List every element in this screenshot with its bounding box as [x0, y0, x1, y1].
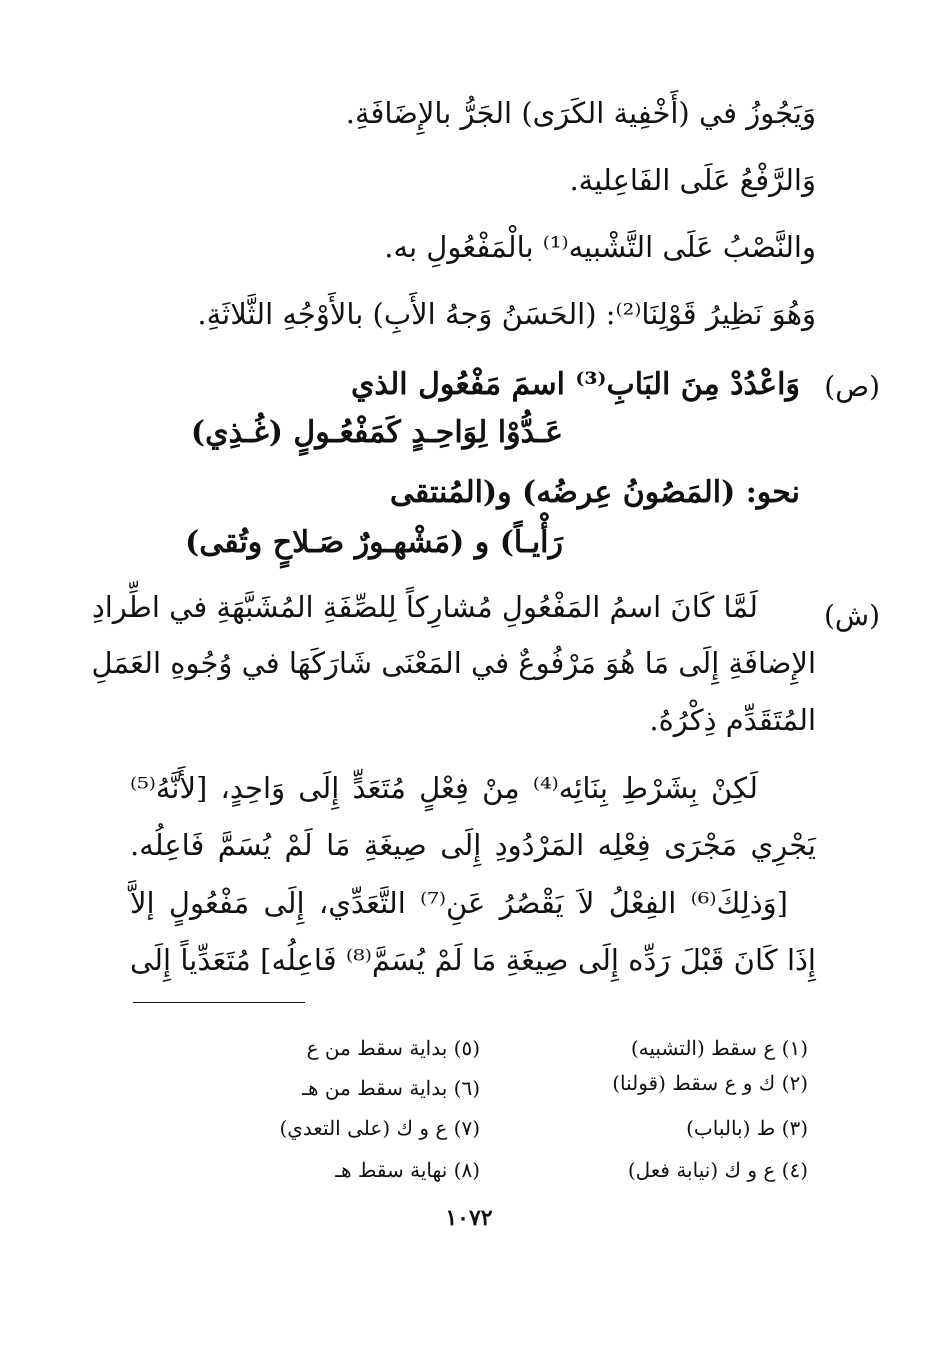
- commentary-line: المُتَقَدِّم ذِكْرُهُ.: [649, 703, 816, 737]
- footnote: (١) ع سقط (التشبيه): [630, 1036, 808, 1060]
- footnote: (٦) بداية سقط من هـ: [302, 1076, 480, 1100]
- commentary-line: لَكِنْ بِشَرْطِ بِنَائِه⁽⁴⁾ مِنْ فِعْلٍ مُتَعَدٍّ إِلَى وَاحِدٍ، [لأَنَّهُ⁽⁵⁾: [130, 771, 758, 805]
- poem-line: نحو: (المَصُونُ عِرضُه) و(المُنتقى: [389, 475, 800, 510]
- footnote: (٣) ط (بالباب): [686, 1116, 808, 1140]
- commentary-line: إِذَا كَانَ قَبْلَ رَدِّه إِلَى صِيغَةِ مَا لَمْ يُسَمَّ⁽⁸⁾ فَاعِلُه] مُتَعَدِّياً إِلَى: [130, 943, 816, 977]
- text-line: والنَّصْبُ عَلَى التَّشْبيه⁽¹⁾ بالْمَفْعُولِ به.: [384, 230, 816, 264]
- commentary-line: لَمَّا كَانَ اسمُ المَفْعُولِ مُشارِكاً لِلصِّفَةِ المُشَبَّهَةِ في اطِّرادِ: [91, 590, 758, 624]
- footnote: (٧) ع و ك (على التعدي): [279, 1116, 480, 1140]
- poem-line: وَاعْدُدْ مِنَ البَابِ⁽³⁾ اسمَ مَفْعُول الذي: [350, 367, 800, 402]
- text-line: وَيَجُوزُ في (أَخْفِية الكَرَى) الجَرُّ بالإِضَافَةِ.: [345, 96, 816, 130]
- footnote: (٨) نهاية سقط هـ: [335, 1158, 480, 1182]
- poem-line: عَـدُّوْا لِوَاحِـدٍ كَمَفْعُـولٍ (غُـذِي): [190, 415, 563, 450]
- poem-line: رَأْيـاً) و (مَشْهـورٌ صَـلاحٍ وتُقى): [185, 525, 563, 560]
- commentary-line: الإِضافَةِ إِلَى مَا هُوَ مَرْفُوعٌ في المَعْنَى شَارَكَهَا في وُجُوهِ العَمَلِ: [91, 646, 816, 680]
- text-line: وَالرَّفْعُ عَلَى الفَاعِلية.: [569, 163, 816, 197]
- commentary-line: يَجْرِي مَجْرَى فِعْلِه المَرْدُودِ إِلَى صِيغَةِ مَا لَمْ يُسَمَّ فَاعِلُه.: [130, 828, 816, 862]
- commentary-marker: (ش): [823, 599, 880, 632]
- poem-marker: (ص): [824, 370, 880, 403]
- footnote-divider: [133, 1002, 305, 1003]
- text-line: وَهُوَ نَظِيرُ قَوْلِنَا⁽²⁾: (الحَسَنُ وَجهُ الأَبِ) بالأَوْجُهِ الثَّلاثَةِ.: [197, 297, 816, 331]
- footnote: (٤) ع و ك (نيابة فعل): [627, 1158, 808, 1182]
- commentary-line: [وَذلِكَ⁽⁶⁾ الفِعْلُ لاَ يَقْصُرُ عَنِ⁽⁷⁾ التَّعَدِّي، إِلَى مَفْعُولٍ إلاَّ: [130, 886, 788, 920]
- footnote: (٢) ك و ع سقط (قولنا): [612, 1071, 808, 1095]
- footnote: (٥) بداية سقط من ع: [306, 1036, 480, 1060]
- page-number: ١٠٧٢: [445, 1205, 493, 1231]
